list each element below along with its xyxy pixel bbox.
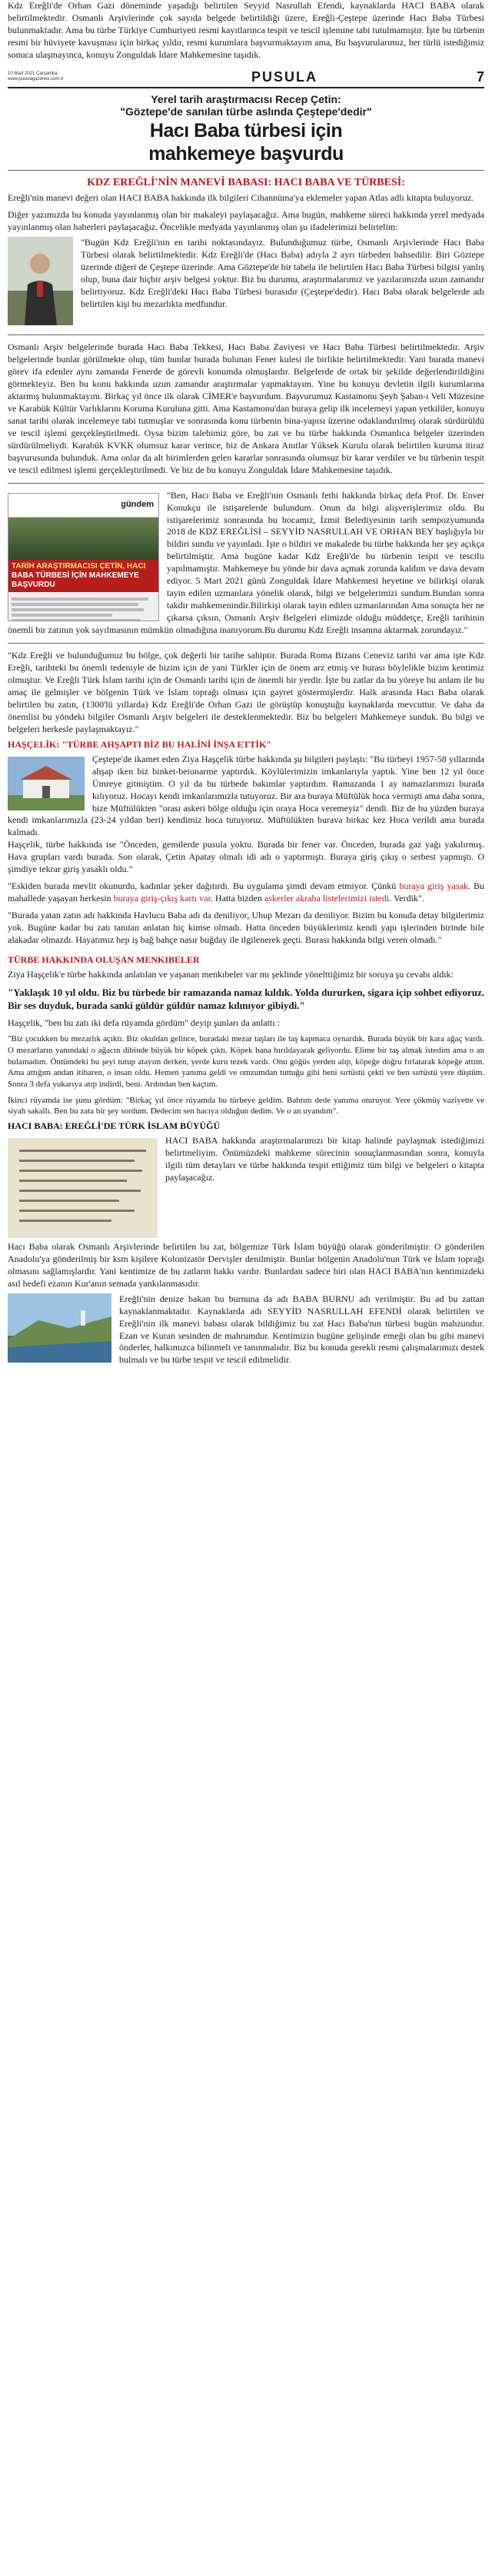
- masthead-website: www.pusulagazetesi.com.tr: [8, 77, 64, 82]
- section6-paragraph-4: "Biz çocukken bu mezarlık açıktı. Biz okuldan gelince, buradaki mezar taşları ile taş kapmaca oynardık. Burada büyük bir kara ağaç vardı. O mezarların yanındaki o ağacın dibinde büyük bir köpek çıktı. Köpek bana hırıldayarak geliyordu. Elime bir taş almak istedim ama o an bulamadım. Öntümdeki bu şeyi tutup atayım derken, yerde kuru tezek vardı. Onu göğüs yerden alıp, köpeğe doğru fırlatarak köpeğe attım. Ama attığım andan itibaren, o insan oldu. Hemen yanıma geldi ve omzumdan tuttuğu gibi beni sırtüstü çekti ve ben sırtüstü yere düştüm. Sonra 3 defa yukarıya atıp indirdi, beni. Ardından ben kaçtım.: [8, 1034, 484, 1089]
- tomb-photo: [8, 757, 85, 810]
- headline-main-line2: mahkemeye başvurdu: [148, 143, 344, 165]
- highlight-giris-yasak: buraya giriş yasak: [399, 880, 468, 892]
- headline-kicker: Yerel tarih araştırmacısı Recep Çetin:: [151, 92, 341, 105]
- section5-paragraph-1: Çeştepe'de ikamet eden Ziya Haşçelik türbe hakkında şu bilgileri paylaştı: "Bu türbeyi 1957-58 yıllarında ahşap iken biz binket-betonarme yaptırdık. Köylülerimizin imkanlarıyla yaptık. Yine ben 12 yıl önce Ümreye gitmiştim. O yıl da bu türbede bakımlar yaptırdım. Ramazanda 1 ay namazlarımızı burada kılıyoruz. Hocayı kendi imkanlarımızla tutuyoruz. Bir ara buraya Müftülük hoca vermişti ama daha sonra, bize Müftülükten "orası askeri bölge olduğu için oraya Hoca veremeyiz" dendi. Biz de bu yüzden buraya kendi imkanlarımızla (23-24 yıldan beri) kendimiz hoca tutuyoruz. Müftülükten burava birkac kez Hoca verildi ama burada kalmadı.: [8, 753, 484, 838]
- masthead-meta: [8, 72, 115, 82]
- page-number: 7: [476, 68, 484, 85]
- section6-paragraph-5: İkinci rüyamda ise şunu gördüm: "Birkaç yıl önce rüyamda bu türbeye geldim. Bahtım dede yanıma oturuyor. Yere çökmüş vaziyette ve siyah sakallı. Ben bu zata bir şey sordum. Dedecim sen hacıya olduğun dedim. Ve o an uyandım".: [8, 1095, 484, 1117]
- clipping-section-label: gündem: [121, 499, 154, 509]
- headline-main-line1: Hacı Baba türbesi için: [149, 119, 343, 141]
- clipping-banner-line1: TARİH ARAŞTIRMACISI ÇETİN, HACI: [12, 561, 146, 571]
- intro-paragraph: Kdz Ereğli'de Orhan Gazi döneminde yaşadığı belirtilen Seyyid Nasrullah Efendi, kaynaklarda HACI BABA olarak belirtilmektedir. Osmanlı Arşivlerinde çok sayıda belgede belirtildiği üzere, Ereğli-Çeştepe üzerinde Hacı Baba Türbesi bulunmaktadır. Ama bu türbe Türkiye Cumhuriyeti resmi kayıtlarınca tespit ve tescil işlemine tabi tutulmamıştır. İşte bu türbenin resmi bir hüviyete kavuşması için birkaç yıldır, resmi kurumlara başvurmaktayım ama, Bu başvurularımız, her türlü istediğimiz sonuca ulaşmayınca, konuyu Zonguldak İdare Mahkemesine taşıdık.: [8, 0, 484, 60]
- highlight-akraba-listesi: askerler akraba listelerimizi istedi: [264, 893, 390, 904]
- divider: [8, 643, 484, 644]
- section-heading-turk-islam-buyugu: HACI BABA: EREĞLİ'DE TÜRK İSLAM BÜYÜĞÜ: [8, 1120, 221, 1131]
- newspaper-logo: PUSULA: [251, 68, 317, 85]
- section7-paragraph-1: HACI BABA hakkında araştırmalarımızı bir kitap halinde paylaşmak istediğimizi belirtmeliyim. Önümüzdeki mahkeme sürecinin sonuçlanmasından sonra, konuyla ilgili tüm detayları ve türbe hakkında tespit ettiğimiz tüm bilgi ve belgeleri o kitapta paylaşacağız.: [165, 1134, 484, 1183]
- newspaper-masthead: [8, 69, 484, 88]
- section5-paragraph-2: Haşçelik, türbe hakkında ise "Önceden, gemilerde pusula yoktu. Burada bir fener var. Önceden, burada gaz yağı yakılırmış. Hava grupları vardı burada. Son olarak, Çetin Apatay olmalı idi adı o yaptırmıştı. Buraya giriş çıkış o serbest yapmıştı. O şimdiye tekrar giriş yasaklı oldu.": [8, 839, 484, 875]
- section1-paragraph-1: Ereğli'nin manevi değeri olan HACI BABA hakkında ilk bilgileri Cihannüma'ya eklemeler yapan Atlas adlı kitapta buluyoruz.: [8, 192, 474, 204]
- section4-paragraph: "Kdz Ereğli ve bulunduğumuz bu bölge, çok değerli bir tarihe sahiptir. Burada Roma Bizans Ceneviz tarihi var ama işte Kdz Ereğli, tarihteki bu önemli tedeniyle de bizim için de yani Türkler için de önem arz etmiş ve burası böylelikle bizim kentimiz olmuştur. Ve Ereğli Türk İslam tarihi için de Osmanlı tarihi için de önemli bir yerdir. İşte bu zatlar da bu yöreye bu anlam ile bu amaç ile gelmişler ve bölgenin Türk ve İslam toprağı olması için gayret göstermişlerdir. Halk arasında Hacı Baba olarak belirtilen bu zatın, (1300'lü yıllarda) Kdz Ereğli'de Orhan Gazi ile görüştüp konuştuğu kaynaklarda mevcuttur. Ve daha da önemlisi bu yöndeki bilgiler Osmanlı Arşiv belgeleri ile desteklenmektedir. Biz bu belgeleri Mahkemeye sunduk. Bu bilgi ve belgeleri herkesle paylaşmaktayız.": [8, 650, 484, 734]
- section-heading-manevi-baba: KDZ EREĞLİ'NİN MANEVİ BABASI: HACI BABA VE TÜRBESİ:: [87, 177, 405, 189]
- historical-document-photo: [8, 1138, 158, 1238]
- section3-paragraph: "Ben, Hacı Baba ve Ereğli'nin Osmanlı fethi hakkında birkaç defa Prof. Dr. Enver Konukçu ile istişarelerde bulundum. Onun da bilgi alışverişlerimiz oldu. Bu istişarelerimiz sonrasında bu hocamız, İzmit Belediyesinin tarih sempozyumunda 2018 de KDZ EREĞLİSİ – SEYYİD NASRULLAH VE ORHAN BEY başlığıyla bir bildiri sundu ve yayınladı. İşte o bildiri ve makalede bu türbe hakkında her şey açıkça belirtilmiştir. Ama bugüne kadar Kdz Ereğli'de bu türbenin tespit ve tesciliı yapılmamıştır. Mahkemeye bu yönde bir dava açmak zorunda kaldım ve dava devam ediyor. 5 Mart 2021 günü Zonguldak İdare Mahkemesi heyetine ve bilirkişi olarak tayin edilen uzmanlara yönelik olarak, bilgi ve belgelerimizi sundum.Bundan sonra takdir mahkemenindir.Bilirkişi olarak tayin edilen uzmanlarından Ama sonuçta her ne çıkarsa çıksın, Osmanlı Arşiv Belgeleri elimizde olduğu müddetçe, Ereğli tarihinin önemli bir zatının yok sayılmasının mümkün olmadığına inanıyorum.Bu durumu Kdz Ereğli insanına aktarmak zorundayız.": [8, 489, 484, 636]
- section6-paragraph-1: Ziya Haşçelik'e türbe hakkında anlatılan ve yaşanan menkıbeler var mı şeklinde yönelttiğimiz bir soruya şu cevabı aldık:: [8, 969, 454, 980]
- section6-quote: "Yaklaşık 10 yıl oldu. Biz bu türbede bir ramazanda namaz kıldık. Yolda dururken, sigara içip sohbet ediyoruz. Bir ses duyduk, burada sanki güldür güldür namaz kılınıyor gibiydi.": [8, 986, 484, 1012]
- masthead-date: 10 Mart 2021 Çarşamba: [8, 72, 58, 77]
- baba-burnu-photo: [8, 1293, 111, 1363]
- clipping-body-lines: [8, 592, 158, 621]
- clipping-banner-line2: BABA TÜRBESİ İÇİN MAHKEMEYE BAŞVURDU: [12, 571, 139, 589]
- section-heading-hascelik: HAŞÇELİK: "TÜRBE AHŞAPTI BİZ BU HALİNİ İNŞA ETTİK": [8, 738, 272, 750]
- clipping-header: [8, 494, 158, 518]
- headline-quote: "Göztepe'de sanılan türbe aslında Çeştepe'dedir": [120, 105, 372, 118]
- section5-paragraph-3: "Eskiden burada mevlit okunurdu, kadınlar şeker dağıtırdı. Bu uygulama şimdi devam etmiyor. Çünkü buraya giriş yasak. Bu mahallede yaşayan herkesin buraya giriş-çıkış kartı var. Hatta bizden askerler akraba listelerimizi istedi. Verdik".: [8, 880, 484, 904]
- divider: [8, 483, 484, 484]
- article-page: [8, 0, 484, 1366]
- researcher-quote: "Bugün Kdz Ereğli'nin en tarihi noktasındayız. Bulunduğumuz türbe, Osmanlı Arşivlerinde Hacı Baba Türbesi olarak belirtilmektedir. Kdz Ereğli'de (Hacı Baba) adıyla 2 ayrı türbeden bahsedilir. Biri Göztepe üzerinde diğeri de Çeştepe üzerinde. Ama Göztepe'de bir tabela ile belirtilen Hacı Baba Türbesi bilgisi yanlış olup, buna dair hiçbir arşiv belgesi yoktur. Biz bu durumu, araştırmalarımız ve yazılarımızda uzun zamandır belirtiyoruz. Kdz Ereğli'deki Hacı Baba Türbesi burasıdır (Çeştepe'dedir). Hacı Baba olarak belgelerde adı belirtilen kişi bu mezarlıkta medfundur.: [81, 237, 484, 309]
- section1-paragraph-2: Diğer yazımızda bu konuda yayınlanmış olan bir makaleyi paylaşacağız. Ama bugün, mahkeme süreci hakkında yerel medyada yayınlanmış olan haberleri paylaşacağız. Öncelikle medyada yayınlanmış olan şu ifadelerimizi belirtelim:: [8, 209, 484, 233]
- section-heading-menkibeler: TÜRBE HAKKINDA OLUŞAN MENKIBELER: [8, 954, 200, 966]
- section8-paragraph: Ereğli'nin denize bakan bu burnuna da adı BABA BURNU adı verilmiştir. Bu ad bu zattan kaynaklanmaktadır. Kaynaklarda adı SEYYİD NASRULLAH EFENDİ olarak belirtilen ve Ereğli'nin ilk manevi babası olarak bildiğimiz bu zat Hacı Baba'nın türbesi bugün mahzundur. Ezan ve Kuran sesinden de mahrumdur. Kentimizin bugüne gelişinde emeği olan bu gibi manevi önderler, halkımızca bilinmeli ve tanınmalıdır. Biz bu konuda gerekli resmi çalışmalarımızı destek bulmalı ve bu türbe tespit ve tescil edilmelidir.: [119, 1293, 484, 1366]
- clipping-banner: [8, 560, 158, 592]
- divider: [8, 334, 484, 335]
- highlight-giris-cikis-karti: buraya giriş-çıkış kartı var: [113, 893, 211, 904]
- divider: [8, 170, 484, 171]
- newspaper-clipping-image: [8, 493, 159, 621]
- section5-paragraph-4: "Burada yatan zatın adı hakkında Havlucu Baba adı da deniliyor, Uhup Mezarı da deniliyor. Bizim bu konuda detay bilgilerimiz yok. Bugüne kadar bu zatı tanıtan anlatan hiç kimse olmadı. Hatta önceden büyüklerimiz kendi yapı işlerinden birinde bile alakadar olmazdı. Hayatımız hep iş bağ bahçe nasır buğday ile ilgilenerek geçti. Burası hakkında bilgi veren olmadı.": [8, 910, 484, 946]
- section2-paragraph: Osmanlı Arşiv belgelerinde burada Hacı Baba Tekkesi, Hacı Baba Zaviyesi ve Hacı Baba Türbesi belirtilmektedir. Arşiv belgelerinde bunlar görülmekte olup, tüm bunlar burada bulunan Fener kulesi ile birlikte belirtilmektedir. Yani burada manevi görev ifa edenler aynı zamanda Fenerde de görevli konumda olmuşlardır. Belgelerde de ortak bir şekilde değerlendirildiğini görmekteyiz. Ben bu konu hakkında uzun zamandır araştırmalar yapmaktayım. Yine bu konuyu devletin ilgili kurumlarına aktarmış bulunmaktayım. Birkaç yıl önce ilk olarak CİMER'e başvurdum. Başvurumuz Kastamonu Şeyh Şaban-ı Veli Müzesine ve Karabük Kültür Varlıklarını Koruma Kuruluna gitti. Ama Kastamonu'dan buraya gelip ilk incelemeyi yapan yetkililer, konuyu sanat tarihi olarak incelemeye tabi tutmuşlar ve sonrasında konu türbenin bina-yapısı üzerine odaklandırılmış olarak sürdürüldü ve tescil işlemi gerçekleştirilmedi. Oysa bizim talebimiz göre, bu zat ve bu türbe hakkında Osmanlıca belgeler üzerinden sürdürülmeliydi. Karabük KVKK olumsuz karar verince, biz de Ankara Anıtlar Yüksek Kurulu olarak belirtilen kuruma itiraz başvurusunda bulunduk. Ama onlar da alt birimlerden gelen kararlar sonrasında olumsuz bir karar verdiler ve bu türbenin tespit ve tescil edilmesi işlemi gerçekleştirilmedi. Ve biz de bu konuyu Zonguldak İdare Mahkemesine taşıdık.: [8, 341, 484, 475]
- clipping-photo: [8, 518, 158, 560]
- researcher-photo: [8, 237, 73, 325]
- section6-paragraph-3: Haşçelik, "ben bu zatı iki defa rüyamda gördüm" deyip şunları da anlattı :: [8, 1017, 281, 1028]
- section7-paragraph-2: Hacı Baba olarak Osmanlı Arşivlerinde belirtilen bu zat, bölgemize Türk İslam büyüğü olarak gönderilmiştir. O gönderilen Anadolu'ya gönderilmiş bir ksm kişilere Kolonizatör Dervişler denilmiştir. Bunlar bölgenin Anadolu'nun Türk ve İslam toprağı olmasını sağlamışlardır. Yani kentimize de bu zatların hakkı vardır. Bunlardan sadece biri olan HACI BABA'nın kentimizdeki asıl hedefi ezanın Kur'anın semada yankılanmasıdır.: [8, 1240, 484, 1289]
